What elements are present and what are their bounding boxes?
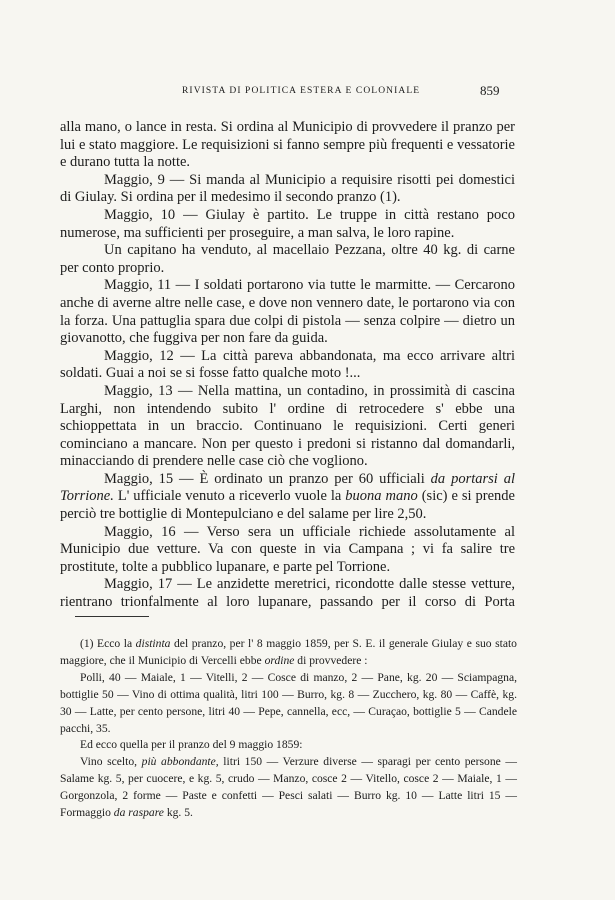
footnotes bbox=[60, 636, 517, 822]
text-run: Vino scelto, bbox=[80, 755, 142, 769]
footnote-intro-may-9: Ed ecco quella per il pranzo del 9 maggio 1859: bbox=[80, 738, 303, 752]
paragraph-may-17: Maggio, 17 — Le anzidette meretrici, ricondotte dalle stesse vetture, rientrano trionfalmente al loro lupanare, passando per il corso di Porta bbox=[60, 576, 515, 611]
page-number: 859 bbox=[480, 83, 500, 98]
paragraph-may-13: Maggio, 13 — Nella mattina, un contadino, in prossimità di cascina Larghi, non intendendo subito l' ordine di retrocedere s' ebbe una schioppettata in un braccio. Continuano le requisizioni. Certi generi cominciano a mancare. Non per questo i predoni si ristanno dal domandarli, minacciando di prendere nelle case ciò che vogliono. bbox=[60, 382, 515, 470]
italic-text: più abbondante, bbox=[141, 755, 219, 769]
main-text bbox=[60, 119, 515, 612]
italic-text: da portarsi al Torrione. bbox=[60, 470, 515, 505]
text-run: kg. 5. bbox=[163, 806, 193, 820]
text-run: litri 150 — Verzure diverse — sparagi per cento persone — Salame kg. 5, per cuocere, e kg. 5, crudo — Manzo, cosce 2 — Vitello, cosce 2 — Maiale, 1 — Gorgonzola, 2 forme — Paste e confetti — Pesci salati — Burro kg. 10 — Latte litri 15 — Formaggio bbox=[60, 755, 517, 820]
paragraph-1: alla mano, o lance in resta. Si ordina al Municipio di provvedere il pranzo per lui e stato maggiore. Le requisizioni si fanno sempre più frequenti e vessatorie e durano tutta la notte. bbox=[60, 119, 515, 171]
footnote-separator bbox=[75, 616, 149, 617]
text-run: di provvedere : bbox=[294, 653, 368, 667]
italic-text: da raspare bbox=[113, 806, 164, 820]
paragraph-captain: Un capitano ha venduto, al macellaio Pezzana, oltre 40 kg. di carne per conto proprio. bbox=[60, 242, 515, 276]
footnote-1 bbox=[60, 636, 517, 670]
text-run: Maggio, 15 — È ordinato un pranzo per 60 ufficiali bbox=[104, 470, 431, 487]
paragraph-may-9: Maggio, 9 — Si manda al Municipio a requisire risotti pei domestici di Giulay. Si ordina per il medesimo il secondo pranzo (1). bbox=[60, 171, 515, 206]
paragraph-may-15 bbox=[60, 471, 515, 524]
footnote-menu-may-9 bbox=[60, 754, 517, 822]
text-run: del pranzo, per l' 8 maggio 1859, per S. E. il generale Giulay e suo stato maggiore, che il Municipio di Vercelli ebbe bbox=[60, 637, 517, 667]
italic-text: buona mano bbox=[345, 488, 418, 505]
text-run: (1) Ecco la bbox=[80, 637, 136, 650]
italic-text: ordine bbox=[264, 653, 295, 667]
paragraph-may-11: Maggio, 11 — I soldati portarono via tutte le marmitte. — Cercarono anche di averne altre nelle case, e dove non vennero date, le portarono via con la forza. Una pattuglia spara due colpi di pistola — senza colpire — dietro un giovanotto, che fuggiva per non fare da guida. bbox=[60, 277, 515, 347]
running-title: RIVISTA DI POLITICA ESTERA E COLONIALE bbox=[182, 86, 421, 96]
paragraph-may-12: Maggio, 12 — La città pareva abbandonata, ma ecco arrivare altri soldati. Guai a noi se si fosse fatto qualche moto !... bbox=[60, 347, 515, 382]
text-run: L' ufficiale venuto a riceverlo vuole la bbox=[113, 488, 346, 505]
footnote-menu-may-8: Polli, 40 — Maiale, 1 — Vitelli, 2 — Cosce di manzo, 2 — Pane, kg. 20 — Sciampagna, bottiglie 50 — Vino di ottima qualità, litri 100 — Burro, kg. 8 — Zucchero, kg. 80 — Caffè, kg. 30 — Latte, per cento persone, litri 40 — Pepe, cannella, ecc, — Curaçao, bottiglie 5 — Candele pacchi, 35. bbox=[60, 670, 517, 735]
paragraph-may-16: Maggio, 16 — Verso sera un ufficiale richiede assolutamente al Municipio due vetture. Va con queste in via Campana ; vi fa salire tre prostitute, tolte a pubblico lupanare, e parte pel Torrione. bbox=[60, 523, 515, 575]
text-run: (sic) e si prende perciò tre bottiglie di Montepulciano e del salame per lire 2,50. bbox=[60, 488, 515, 523]
paragraph-may-10: Maggio, 10 — Giulay è partito. Le truppe in città restano poco numerose, ma sufficienti per proseguire, a man salva, le loro rapine. bbox=[60, 206, 515, 241]
italic-text: distinta bbox=[135, 637, 171, 650]
